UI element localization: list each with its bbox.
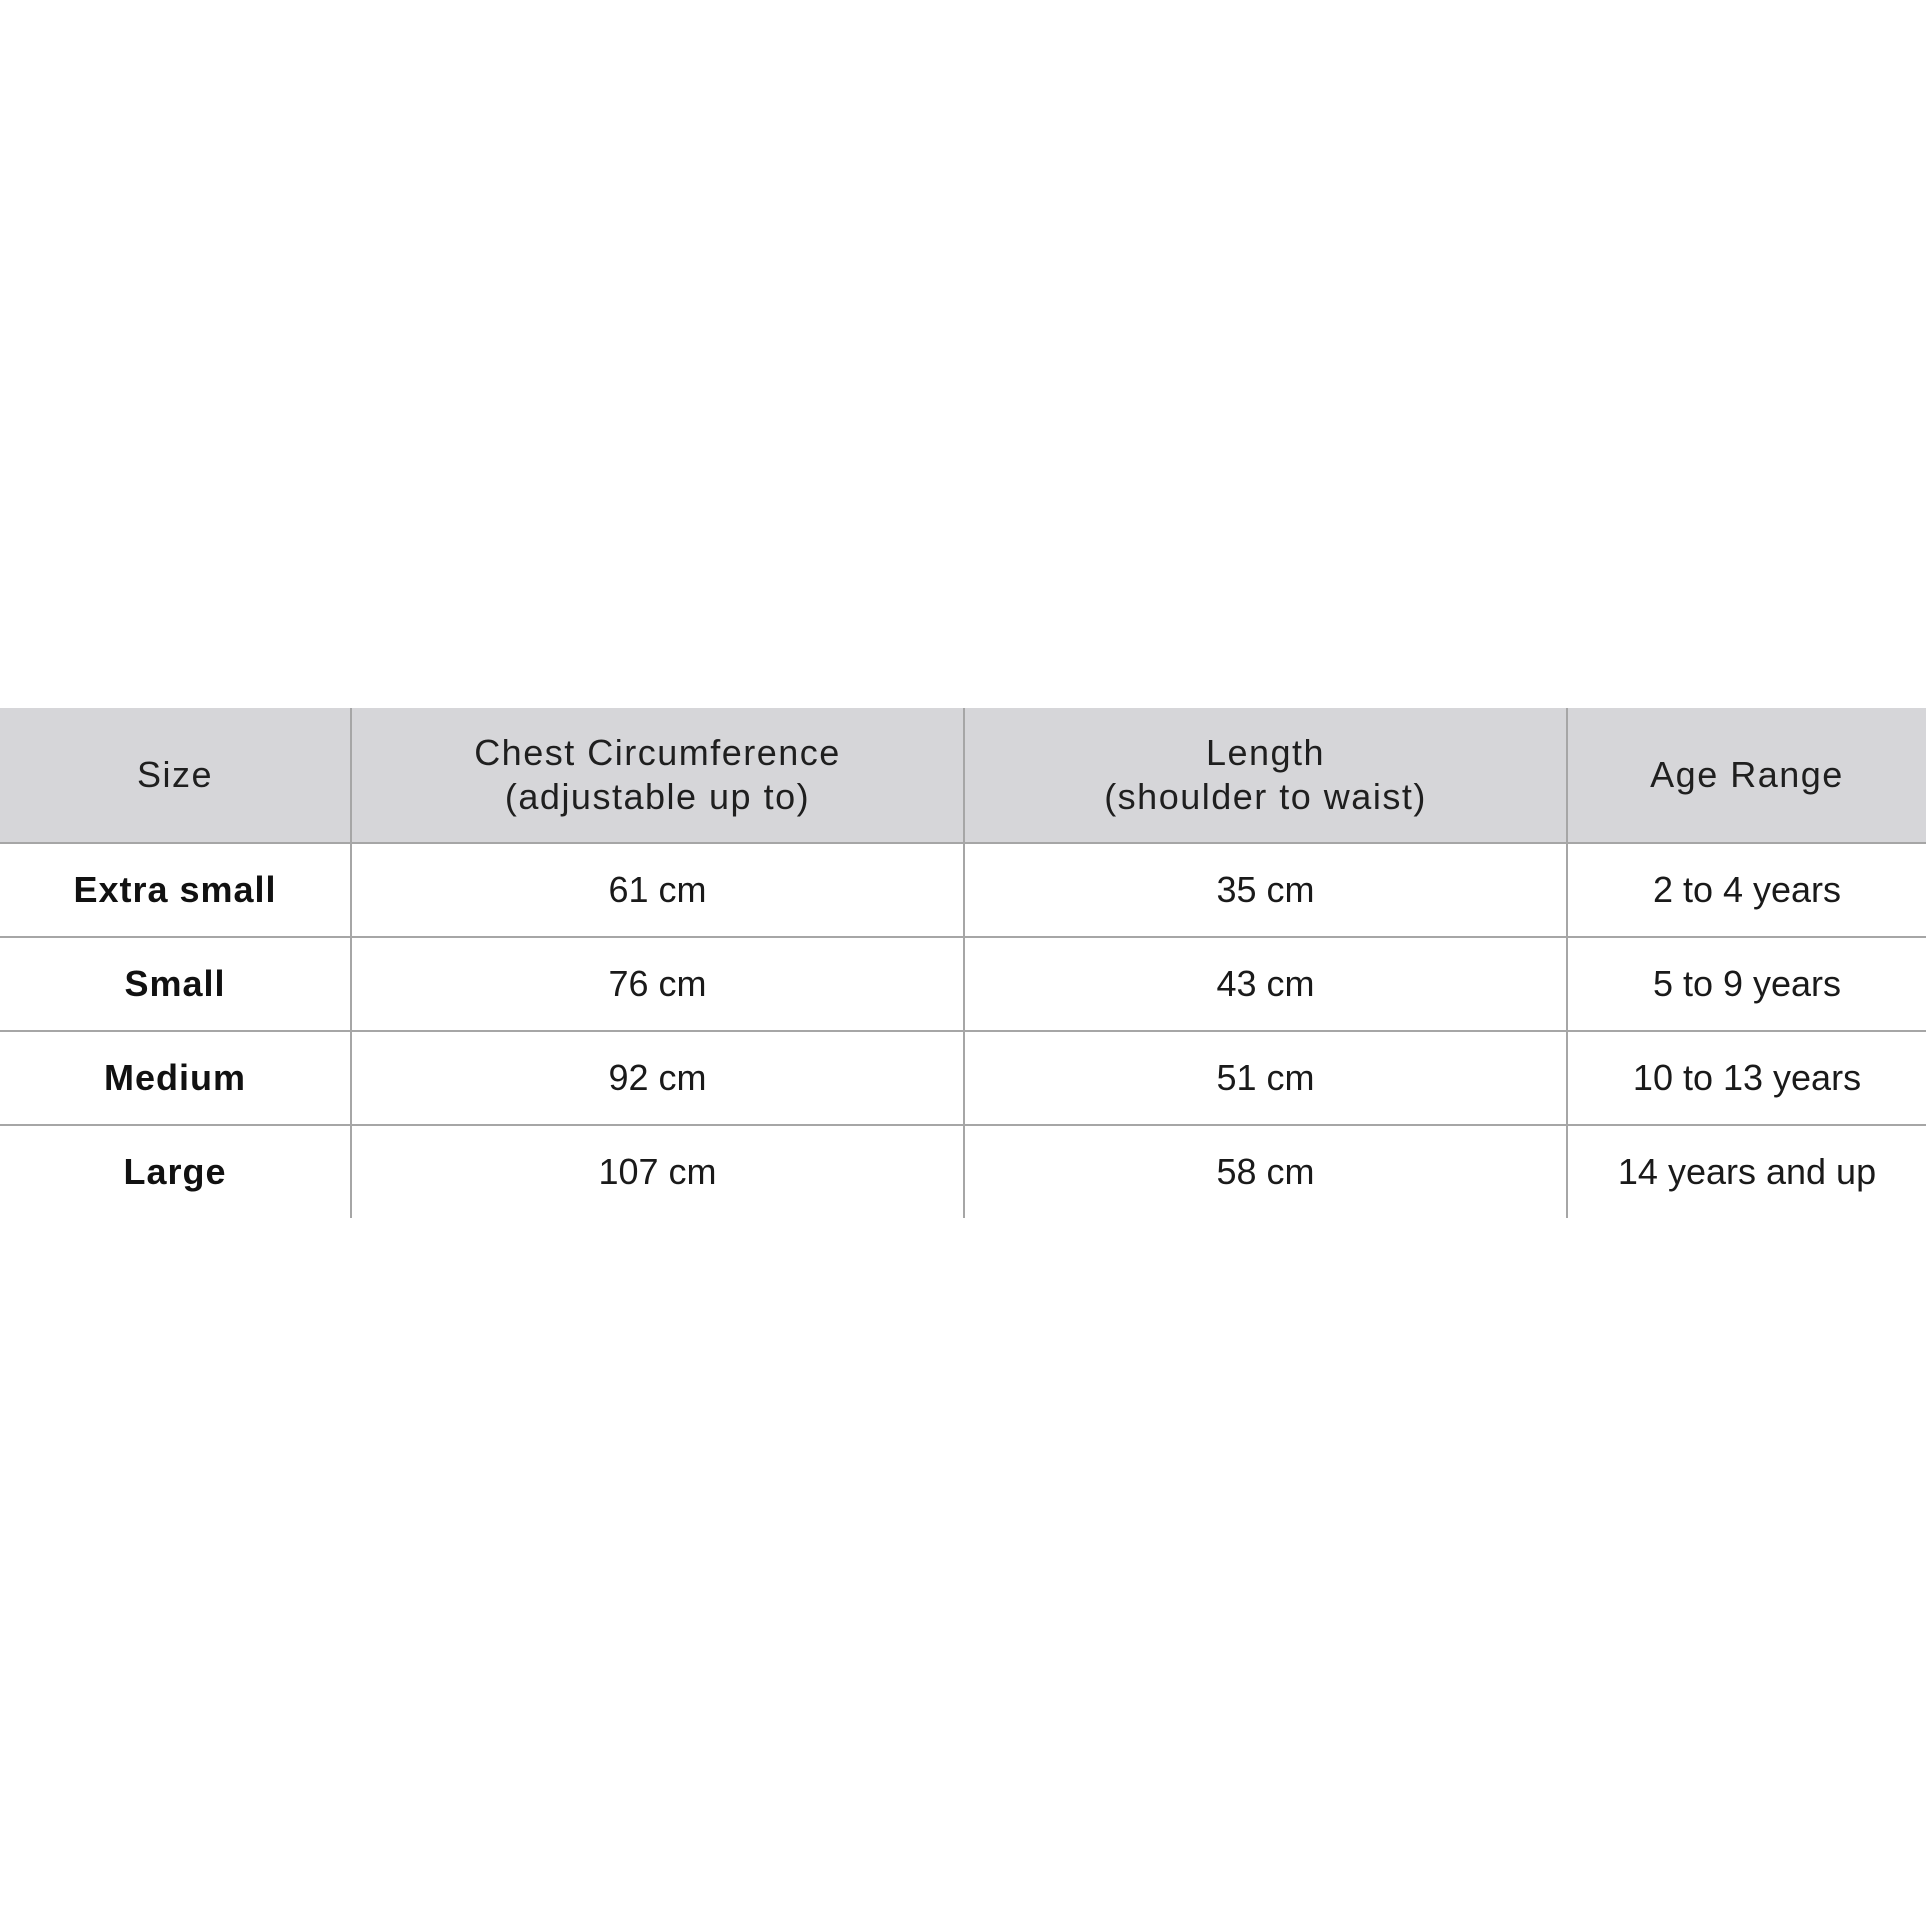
age-cell: 14 years and up [1567, 1125, 1926, 1218]
header-row [0, 708, 1926, 843]
size-cell: Large [123, 1151, 227, 1192]
header-length-label: Length [1205, 732, 1326, 773]
age-cell: 2 to 4 years [1567, 843, 1926, 937]
header-length-sublabel: (shoulder to waist) [1104, 776, 1427, 817]
size-cell: Extra small [0, 843, 351, 937]
size-cell: Medium [0, 1031, 351, 1125]
chest-cell: 107 cm [351, 1125, 964, 1218]
length-cell: 43 cm [964, 937, 1567, 1031]
chest-cell: 76 cm [351, 937, 964, 1031]
length-cell: 51 cm [964, 1031, 1567, 1125]
header-size [0, 708, 351, 843]
header-age-label: Age Range [1650, 754, 1844, 795]
chest-cell: 92 cm [351, 1031, 964, 1125]
header-size-label: Size [136, 754, 214, 795]
table-row [0, 1125, 1926, 1218]
table-header [0, 708, 1926, 843]
age-cell: 5 to 9 years [1567, 937, 1926, 1031]
header-chest-sublabel: (adjustable up to) [504, 776, 811, 817]
table-row [0, 937, 1926, 1031]
header-length [964, 708, 1567, 843]
table-row [0, 843, 1926, 937]
chest-cell: 61 cm [351, 843, 964, 937]
table-row [0, 1031, 1926, 1125]
header-chest-label: Chest Circumference [474, 732, 841, 773]
size-cell: Small [0, 937, 351, 1031]
length-cell: 58 cm [964, 1125, 1567, 1218]
age-cell: 10 to 13 years [1567, 1031, 1926, 1125]
header-chest-circumference [351, 708, 964, 843]
table-body [0, 843, 1926, 1218]
size-chart-table [0, 708, 1926, 1218]
length-cell: 35 cm [964, 843, 1567, 937]
header-age-range [1567, 708, 1926, 843]
